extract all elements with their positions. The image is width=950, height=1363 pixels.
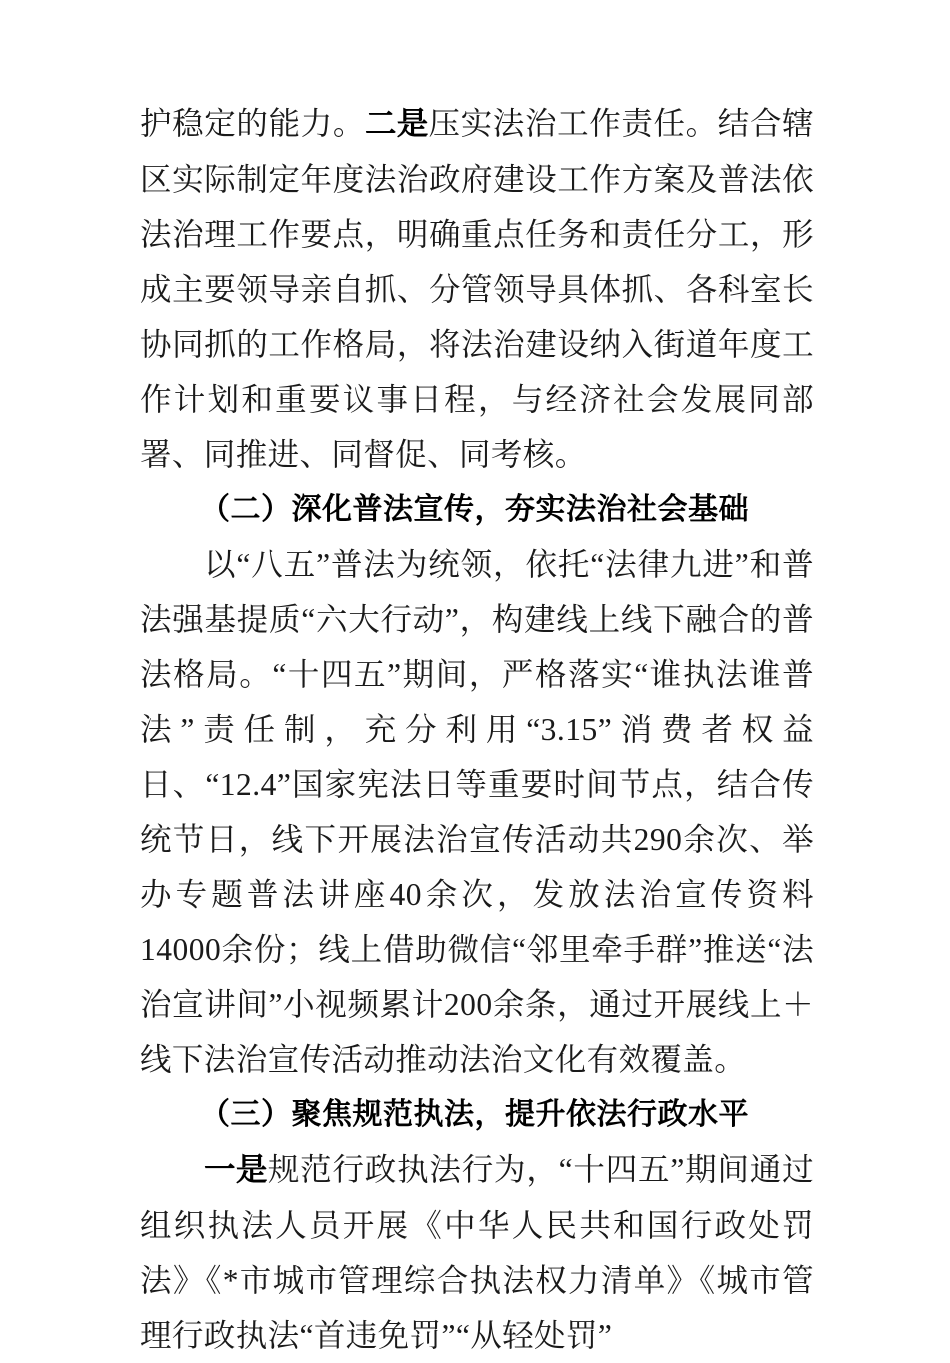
figure-videos-count: 200 [443, 987, 493, 1022]
figure-constitution-day-date: 12.4 [219, 767, 277, 802]
par3-body-text: 规范行政执法行为，“十四五”期间通过组织执法人员开展《中华人民共和国行政处罚法》《*市城市管理综合执法权力清单》《城市管理行政执法“首违免罚”“从轻处罚” [140, 1152, 814, 1353]
paragraph-body-text: 压实法治工作责任。结合辖区实际制定年度法治政府建设工作方案及普法依法治理工作要点，明确重点任务和责任分工，形成主要领导亲自抓、分管领导具体抓、各科室长协同抓的工作格局，将法治建设纳入街道年度工作计划和重要议事日程，与经济社会发展同部署、同推进、同督促、同考核。 [140, 106, 814, 472]
par2-segment-2: ”消费者权益日、“ [140, 712, 814, 802]
document-text-block [140, 96, 814, 1363]
bold-marker-first-item: 一是 [204, 1152, 268, 1188]
figure-materials-count: 14000 [140, 932, 222, 967]
par2-segment-7: 余条，通过开展线上＋线下法治宣传活动推动法治文化有效覆盖。 [140, 987, 814, 1077]
par2-segment-4: 余次、举办专题普法讲座 [140, 822, 814, 912]
paragraph-continuation-law-duty [140, 96, 814, 482]
paragraph-standardize-enforcement [140, 1142, 814, 1363]
section-heading-three: （三）聚焦规范执法，提升依法行政水平 [200, 1097, 749, 1132]
section-heading-two: （二）深化普法宣传，夯实法治社会基础 [200, 492, 749, 527]
par2-segment-5: 余次，发放法治宣传资料 [421, 877, 814, 912]
par2-segment-3: ”国家宪法日等重要时间节点，结合传统节日，线下开展法治宣传活动共 [140, 767, 814, 857]
figure-lectures-count: 40 [389, 877, 422, 912]
par2-segment-1: 以“八五”普法为统领，依托“法律九进”和普法强基提质“六大行动”，构建线上线下融合的普法格局。“十四五”期间，严格落实“谁执法谁普法”责任制，充分利用“ [140, 547, 814, 747]
paragraph-lead-text: 护稳定的能力。 [140, 106, 366, 141]
bold-marker-second-item: 二是 [365, 106, 429, 142]
figure-activities-count: 290 [633, 822, 683, 857]
figure-consumer-day-date: 3.15 [540, 712, 598, 747]
paragraph-popularize-law [140, 537, 814, 1087]
par2-segment-6: 余份；线上借助微信“邻里牵手群”推送“法治宣讲间”小视频累计 [140, 932, 814, 1022]
